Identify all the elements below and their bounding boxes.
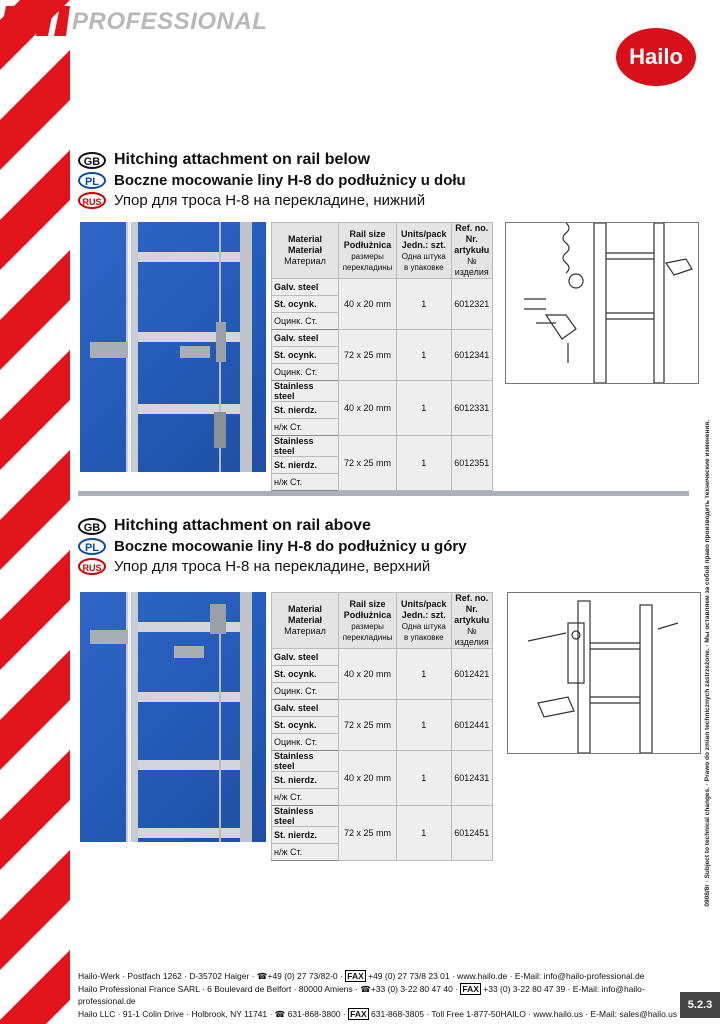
footer-line-germany: Hailo-Werk · Postfach 1262 · D-35702 Haiger · ☎+49 (0) 27 73/82-0 · FAX +49 (0) 27 73/8 23 01 · www.hailo.de · E-Mail: info@hailo-professional.de [78, 971, 645, 981]
section-title-pl: Boczne mocowanie liny H-8 do podłużnicy u dołu [114, 171, 466, 189]
section-title-rus: Упор для троса H-8 на перекладине, верхний [114, 557, 431, 575]
fax-icon: FAX [347, 971, 364, 981]
drawing-graphic [508, 593, 700, 753]
col-material: Material Materiał Материал [272, 593, 339, 649]
table-header-row [272, 593, 493, 649]
technical-drawing-above [507, 592, 701, 754]
footer-line-usa: Hailo LLC · 91-1 Colin Drive · Holbrook, NY 11741 · ☎ 631-868-3800 · FAX 631-868-3805 · Toll Free 1-877-50HAILO · www.hailo.us · E-Mail: sales@hailo.us [78, 1008, 678, 1019]
pl-flag-icon: PL [78, 538, 106, 555]
section-title-gb: Hitching attachment on rail above [114, 517, 371, 534]
col-ref: Ref. no. Nr. artykułu № изделия [451, 593, 492, 649]
gb-flag-icon: GB [78, 518, 106, 535]
title-rus [78, 556, 698, 576]
page-number: 5.2.3 [680, 992, 720, 1018]
table-row: Stainless steel 72 x 25 mm 1 6012451 [272, 806, 493, 827]
title-rus [78, 190, 698, 210]
table-row: Stainless steel 72 x 25 mm 1 6012351 [272, 436, 493, 457]
fax-icon: FAX [350, 1008, 367, 1019]
drawing-graphic [506, 223, 698, 383]
rus-flag-icon: RUS [78, 192, 106, 209]
table-row: Stainless steel 40 x 20 mm 1 6012331 [272, 381, 493, 402]
col-ref: Ref. no. Nr. artykułu № изделия [451, 223, 492, 279]
title-pl [78, 170, 698, 190]
ladder-photo-graphic [80, 222, 266, 472]
fax-icon: FAX [462, 983, 479, 994]
table-row: Galv. steel 72 x 25 mm 1 6012341 [272, 330, 493, 347]
stripes-graphic [0, 0, 70, 1024]
pl-flag-icon: PL [78, 172, 106, 189]
table-row: Galv. steel 72 x 25 mm 1 6012441 [272, 700, 493, 717]
technical-drawing-below [505, 222, 699, 384]
table-header-row [272, 223, 493, 279]
product-photo-below [80, 222, 266, 472]
col-rail-size: Rail size Podłużnica размеры перекладины [339, 593, 397, 649]
brand-title: PROFESSIONAL [72, 8, 268, 35]
col-units: Units/pack Jedn.: szt. Одна штука в упаковке [397, 223, 451, 279]
footer-line-france: Hailo Professional France SARL · 6 Boulevard de Belfort · 80000 Amiens · ☎+33 (0) 3-22 80 47 40 · FAX +33 (0) 3-22 80 47 39 · E-Mail: info@hailo-professional.de [78, 983, 645, 1006]
brand-bars-icon [0, 6, 70, 36]
title-gb [78, 516, 698, 536]
title-gb [78, 150, 698, 170]
section-rail-below [78, 150, 698, 210]
product-photo-above [80, 592, 266, 842]
sidebar-legal-text: 0908/8r · Subject to technical changes. · Prawo do zmian technicznych zastrzeżone. · Мы оставляем за собой право производить технические изменения. [704, 420, 711, 907]
gb-flag-icon: GB [78, 152, 106, 169]
col-rail-size: Rail size Podłużnica размеры перекладины [339, 223, 397, 279]
table-row: Galv. steel 40 x 20 mm 1 6012321 [272, 279, 493, 296]
section-title-gb: Hitching attachment on rail below [114, 151, 371, 168]
section-rail-above [78, 516, 698, 576]
col-material: Material Materiał Материал [272, 223, 339, 279]
table-row: Galv. steel 40 x 20 mm 1 6012421 [272, 649, 493, 666]
ladder-photo-graphic [80, 592, 266, 842]
title-pl [78, 536, 698, 556]
decorative-stripes [0, 0, 70, 1024]
rus-flag-icon: RUS [78, 558, 106, 575]
hailo-logo: Hailo [616, 28, 696, 86]
col-units: Units/pack Jedn.: szt. Одна штука в упаковке [397, 593, 451, 649]
spec-table-below: Material Materiał Материал Rail size Podłużnica размеры перекладины Units/pack Jedn.: szt. Одна штука в упаковке Ref. no. Nr. artykułu № изделия Galv. steel 40 x 20 mm 1 6012321 St. ocynk. Оцинк. Ст. Galv. steel 72 x 25 mm 1 6012341 St. ocynk. Оцинк. Ст. Stainless steel 40 x 20 mm 1 6012331 St. nierdz. н/ж Ст. Stainless steel 72 x 25 mm 1 6012351 St. nierdz. н/ж Ст. [271, 222, 493, 491]
section-separator [78, 491, 689, 496]
spec-table-above: Material Materiał Материал Rail size Podłużnica размеры перекладины Units/pack Jedn.: szt. Одна штука в упаковке Ref. no. Nr. artykułu № изделия Galv. steel 40 x 20 mm 1 6012421 St. ocynk. Оцинк. Ст. Galv. steel 72 x 25 mm 1 6012441 St. ocynk. Оцинк. Ст. Stainless steel 40 x 20 mm 1 6012431 St. nierdz. н/ж Ст. Stainless steel 72 x 25 mm 1 6012451 St. nierdz. н/ж Ст. [271, 592, 493, 861]
page-header [0, 0, 724, 50]
section-title-pl: Boczne mocowanie liny H-8 do podłużnicy u góry [114, 537, 467, 555]
section-title-rus: Упор для троса H-8 на перекладине, нижний [114, 191, 426, 209]
footer-addresses [78, 970, 678, 1020]
table-row: Stainless steel 40 x 20 mm 1 6012431 [272, 751, 493, 772]
